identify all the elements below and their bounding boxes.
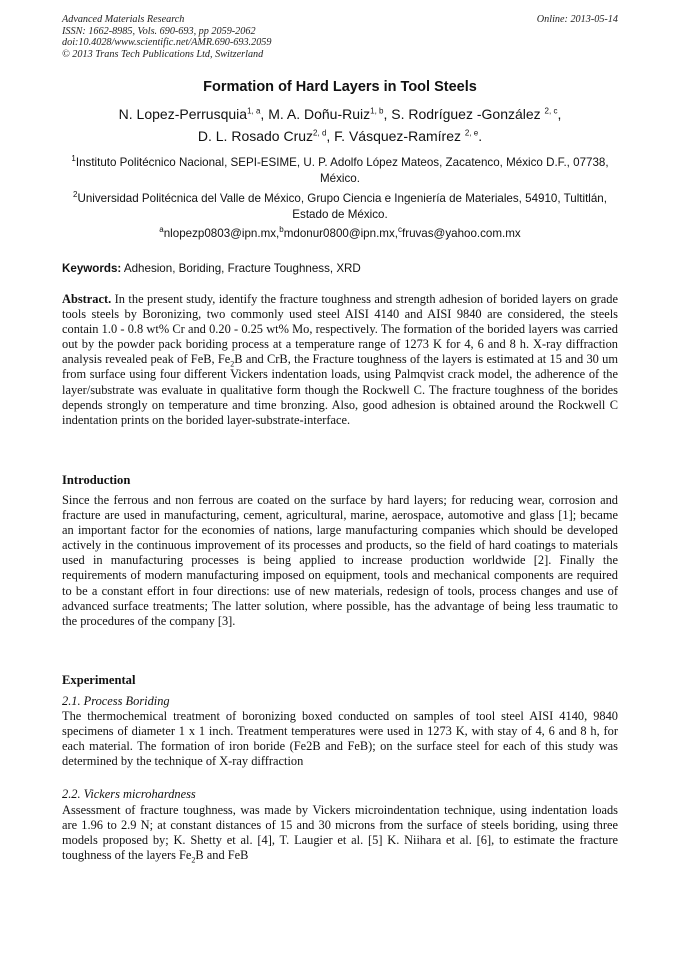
subsection-heading-microhardness: 2.2. Vickers microhardness bbox=[62, 787, 196, 801]
affiliation-text: Universidad Politécnica del Valle de México, Grupo Ciencia e Ingeniería de Materiales, 54910, Tultitlán, Estado de México. bbox=[77, 192, 607, 221]
affiliation-2 bbox=[62, 191, 618, 223]
affiliation-number: 1 bbox=[71, 154, 76, 164]
email-mark: c bbox=[397, 225, 402, 235]
email-mark: a bbox=[159, 225, 164, 235]
author-affiliation-mark: 1, a bbox=[247, 106, 261, 116]
keywords-label: Keywords: bbox=[62, 262, 122, 275]
email-link[interactable]: fruvas@yahoo.com.mx bbox=[401, 227, 521, 240]
issn-line: ISSN: 1662-8985, Vols. 690-693, pp 2059-2062 bbox=[62, 25, 256, 37]
author-affiliation-mark: 2, d bbox=[313, 128, 327, 138]
email-link[interactable]: nlopezp0803@ipn.mx, bbox=[163, 227, 280, 240]
abstract-label: Abstract. bbox=[62, 292, 112, 306]
doi-line: doi:10.4028/www.scientific.net/AMR.690-693.2059 bbox=[62, 37, 272, 49]
microhardness-text: Assessment of fracture toughness, was made by Vickers microindentation technique, using indentation loads are 1.96 to 2.9 N; at constant distances of 15 and 30 microns from the surface of steels boriding, using three models proposed by; K. Shetty et al. [4], T. Laugier et al. [5] K. Niihara et al. [6], to estimate the fracture toughness of the layers Fe bbox=[62, 803, 618, 863]
author-affiliation-mark: 2, c bbox=[544, 106, 558, 116]
online-date: Online: 2013-05-14 bbox=[536, 14, 618, 25]
author-name: M. A. Doñu-Ruiz bbox=[268, 106, 371, 122]
affiliation-number: 2 bbox=[73, 190, 78, 200]
abstract-text: In the present study, identify the fracture toughness and strength adhesion of borided layers on grade tools steels by Boronizing, two commonly used steel AISI 4140 and AISI 9840 are considered, the steels contain 1.0 - 0.8 wt% Cr and 0.20 - 0.25 wt% Mo, respectively. The formation of the borided layers was carried out by the powder pack boriding process at a temperature range of 1273 K for 4, 6 and 8 h. X-ray diffraction analysis revealed peak of FeB, Fe bbox=[62, 292, 618, 367]
email-link[interactable]: mdonur0800@ipn.mx, bbox=[283, 227, 398, 240]
author-list: N. Lopez-Perrusquia$^{1, a}$, M. A. Doñu-Ruiz$^{1, b}$, S. Rodríguez -González $^{2, c}$, D. L. Rosado Cruz$^{2, d}$, F. Vásquez-Ramírez $^{2, e}$. bbox=[118, 106, 562, 144]
author-emails bbox=[62, 227, 618, 240]
abstract bbox=[62, 292, 618, 428]
author-name: D. L. Rosado Cruz bbox=[197, 128, 314, 144]
journal-name: Advanced Materials Research bbox=[62, 14, 185, 25]
keywords bbox=[62, 262, 618, 275]
copyright-line: © 2013 Trans Tech Publications Ltd, Switzerland bbox=[62, 48, 264, 60]
section-heading-introduction: Introduction bbox=[62, 473, 131, 487]
affiliation-1 bbox=[62, 155, 618, 187]
boriding-paragraph: The thermochemical treatment of boronizing boxed conducted on samples of tool steel AISI 4140, 9840 specimens of diameter 1 x 1 inch. Treatment temperatures were used in 1273 K, with stay of 4, 6 and 8 h, for each material. The formation of iron boride (Fe2B and FeB); on the surface steel for each of this study was determined by the technique of X-ray diffraction bbox=[62, 709, 618, 769]
author-affiliation-mark: 2, e bbox=[464, 128, 479, 138]
author-affiliation-mark: 1, b bbox=[370, 106, 384, 116]
author-name: S. Rodríguez -González bbox=[391, 106, 541, 122]
paper-title: Formation of Hard Layers in Tool Steels bbox=[203, 79, 477, 95]
microhardness-text-end: B and FeB bbox=[195, 848, 249, 863]
author-name: N. Lopez-Perrusquia bbox=[118, 106, 248, 122]
keywords-text: Adhesion, Boriding, Fracture Toughness, XRD bbox=[121, 262, 361, 275]
author-name: F. Vásquez-Ramírez bbox=[334, 128, 461, 144]
subscript: 2 bbox=[191, 855, 196, 865]
microhardness-paragraph bbox=[62, 803, 618, 863]
abstract-text: B and CrB, the Fracture toughness of the layers is estimated at 15 and 30 um from surface using four different Vickers indentation loads, using Palmqvist crack model, the adherence of the layer/substrate was evaluate in qualitative form though the Rockwell C. The fracture toughness of the borides depends strongly on temperature and time bronzing. Also, good adhesion is obtained around the Rockwell C indentation prints on the borided layer-substrate-interface. bbox=[62, 352, 618, 427]
subsection-heading-boriding: 2.1. Process Boriding bbox=[62, 694, 170, 708]
introduction-paragraph: Since the ferrous and non ferrous are coated on the surface by hard layers; for reducing wear, corrosion and fracture are used in manufacturing, cement, agricultural, marine, aerospace, automotive and glass [1]; became an important factor for the economies of nations, large manufacturing companies which should be developed actively in the continuous improvement of its processes and products, so the field of hard coatings to materials used in manufacturing processes is being applied to increase production worldwide [2]. Finally the requirements of modern manufacturing imposed on equipment, tools and mechanical components are required to be a constant effort in four directions: use of new materials, redesign of tools, process changes and use of advanced surface treatments; The latter solution, where possible, has the advantage of being less traumatic to the procedures of the company [3]. bbox=[62, 493, 618, 628]
section-heading-experimental: Experimental bbox=[62, 673, 136, 687]
email-mark: b bbox=[279, 225, 284, 235]
subscript: 2 bbox=[230, 359, 235, 369]
journal-header bbox=[62, 14, 618, 60]
affiliation-text: Instituto Politécnico Nacional, SEPI-ESIME, U. P. Adolfo López Mateos, Zacatenco, México D.F., 07738, México. bbox=[75, 156, 609, 185]
